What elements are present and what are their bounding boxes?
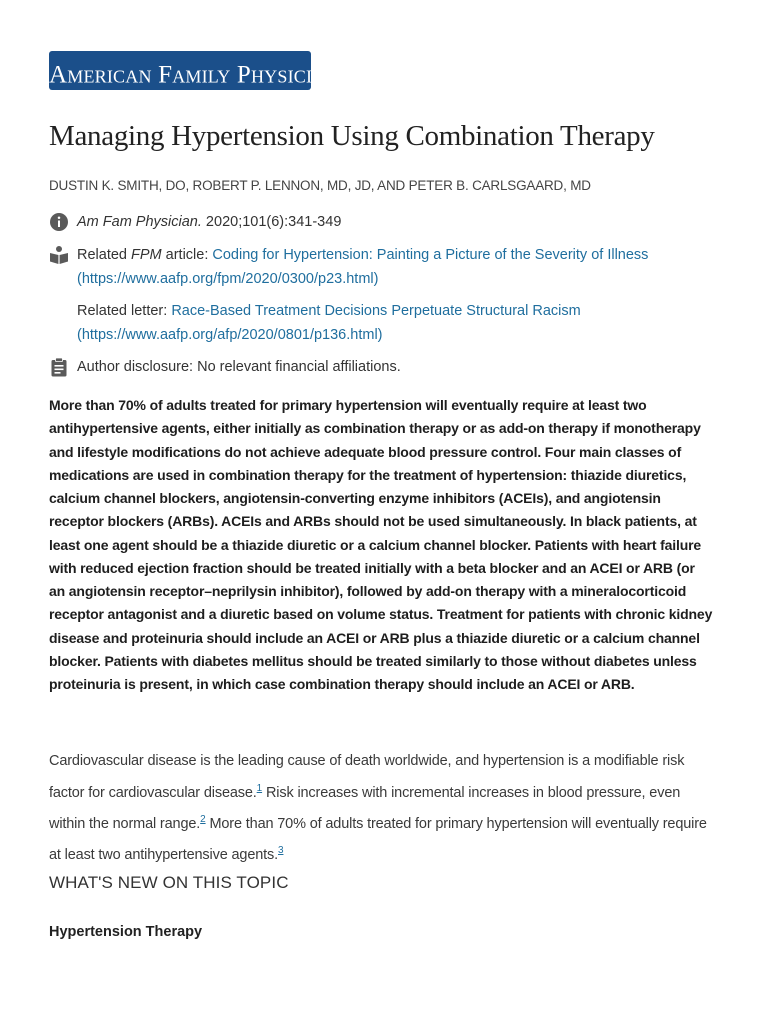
disclosure-text: No relevant financial affiliations. xyxy=(193,359,401,375)
body-paragraph xyxy=(49,749,714,868)
registered-mark: ® xyxy=(338,66,345,75)
info-icon xyxy=(49,212,69,232)
whats-new-heading: WHAT'S NEW ON THIS TOPIC xyxy=(49,873,289,892)
journal-name: Am Fam Physician. xyxy=(77,214,202,230)
logo-text: American Family Physician xyxy=(49,61,339,89)
related-fpm-label-prefix: Related xyxy=(77,247,132,263)
subsection-heading: Hypertension Therapy xyxy=(49,924,203,940)
disclosure-label: Author disclosure: xyxy=(77,359,194,375)
reference-link-1[interactable]: 1 xyxy=(256,782,263,794)
reader-icon xyxy=(49,245,69,265)
related-fpm-label-suffix: article: xyxy=(161,247,213,263)
body-text-1: Cardiovascular disease is the leading cause of death worldwide, and hypertension is a modifiable risk factor for cardiovascular disease. xyxy=(49,753,685,801)
reference-link-2[interactable]: 2 xyxy=(200,813,206,825)
related-fpm-link[interactable]: Coding for Hypertension: Painting a Picture of the Severity of Illness (https://www.aafp.org/fpm/2020/0300/p23.html) xyxy=(77,247,649,287)
body-text-3: More than 70% of adults treated for primary hypertension will eventually require at least two antihypertensive agents. xyxy=(49,815,707,863)
clipboard-icon xyxy=(49,357,69,377)
article-authors: DUSTIN K. SMITH, DO, ROBERT P. LENNON, MD, JD, AND PETER B. CARLSGAARD, MD xyxy=(49,178,591,193)
journal-logo[interactable] xyxy=(49,51,345,90)
article-abstract: More than 70% of adults treated for primary hypertension will eventually require at least two antihypertensive agents, either initially as combination therapy or as add-on therapy if monotherapy and lifestyle modifications do not achieve adequate blood pressure control. Four main classes of medications are used in combination therapy for the treatment of hypertension: thiazide diuretics, calcium channel blockers, angiotensin-converting enzyme inhibitors (ACEIs), and angiotensin receptor blockers (ARBs). ACEIs and ARBs should not be used simultaneously. In black patients, at least one agent should be a thiazide diuretic or a calcium channel blocker. Patients with heart failure with reduced ejection fraction should be treated initially with a beta blocker and an ACEI or ARB (or an angiotensin receptor–neprilysin inhibitor), followed by add-on therapy with a mineralocorticoid receptor antagonist and a diuretic based on volume status. Treatment for patients with chronic kidney disease and proteinuria should include an ACEI or ARB plus a thiazide diuretic or a calcium channel blocker. Patients with diabetes mellitus should be treated similarly to those without diabetes unless proteinuria is present, in which case combination therapy should include an ACEI or ARB. xyxy=(49,397,713,692)
body-text-2: Risk increases with incremental increases in blood pressure, even within the normal range. xyxy=(49,784,681,832)
article-title: Managing Hypertension Using Combination Therapy xyxy=(49,120,655,152)
related-letter-sep: : xyxy=(163,303,172,319)
reference-link-3[interactable]: 3 xyxy=(278,845,284,857)
related-letter-link[interactable]: Race-Based Treatment Decisions Perpetuate Structural Racism (https://www.aafp.org/afp/2020/0801/p136.html) xyxy=(77,303,581,343)
related-fpm-label-em: FPM xyxy=(131,247,162,263)
related-letter-label: Related letter xyxy=(77,303,164,319)
citation-ref: 2020;101(6):341-349 xyxy=(201,214,342,230)
